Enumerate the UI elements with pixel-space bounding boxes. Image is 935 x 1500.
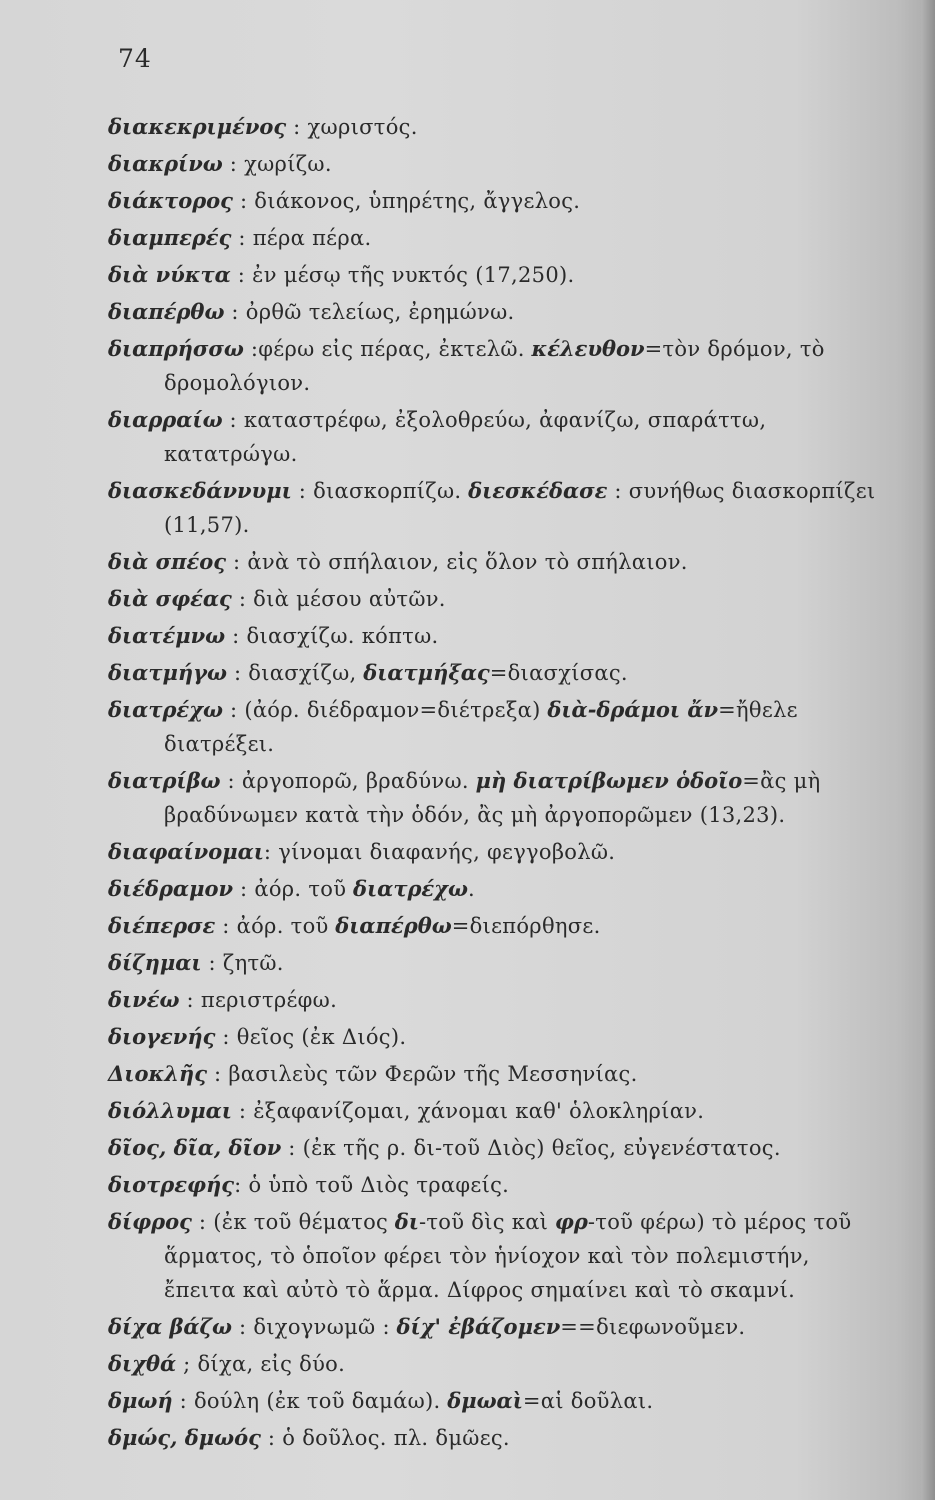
glossary-entry bbox=[108, 582, 878, 616]
definition-continued: -τοῦ δὶς καὶ bbox=[418, 1210, 549, 1234]
headword: διαρραίω bbox=[108, 407, 223, 432]
headword-tertiary: φρ bbox=[554, 1209, 588, 1234]
definition: φέρω εἰς πέρας, ἐκτελῶ. bbox=[258, 337, 525, 361]
definition-continued: =διασχίσας. bbox=[489, 661, 628, 685]
definition: διάκονος, ὑπηρέτης, ἄγγελος. bbox=[254, 189, 581, 213]
separator: : bbox=[260, 1426, 283, 1450]
headword: δινέω bbox=[108, 987, 180, 1012]
headword: διόλλυμαι bbox=[108, 1098, 232, 1123]
definition: διχογνωμῶ : bbox=[253, 1315, 390, 1339]
separator: : bbox=[291, 479, 314, 503]
separator: : bbox=[222, 152, 245, 176]
definition: περιστρέφω. bbox=[200, 988, 338, 1012]
headword: διάκτορος bbox=[108, 188, 233, 213]
definition: ἀνὰ τὸ σπήλαιον, εἰς ὅλον τὸ σπήλαιον. bbox=[247, 550, 688, 574]
separator: : bbox=[172, 1389, 194, 1413]
glossary-entry bbox=[108, 474, 878, 542]
glossary-entries bbox=[108, 110, 878, 1458]
definition: δούλη (ἐκ τοῦ δαμάω). bbox=[193, 1389, 441, 1413]
headword: δῖος, δῖα, δῖον bbox=[108, 1135, 282, 1160]
separator: : bbox=[231, 587, 254, 611]
glossary-entry bbox=[108, 983, 878, 1017]
glossary-entry bbox=[108, 1057, 878, 1091]
separator: : bbox=[243, 337, 259, 361]
definition: θεῖος (ἐκ Διός). bbox=[236, 1025, 407, 1049]
definition: δίχα, εἰς δύο. bbox=[197, 1352, 346, 1376]
headword-secondary: κέλευθον bbox=[531, 336, 645, 361]
glossary-entry bbox=[108, 764, 878, 832]
glossary-entry bbox=[108, 872, 878, 906]
definition-continued: =ἂς μὴ βραδύνωμεν κατὰ τὴν ὁδόν, ἂς μὴ ἀργοπορῶμεν (13,23). bbox=[164, 769, 821, 827]
separator: : bbox=[225, 624, 247, 648]
definition: χωρίζω. bbox=[244, 152, 332, 176]
headword-secondary: μὴ διατρίβωμεν ὁδοῖο bbox=[475, 768, 743, 793]
headword: δίχα βάζω bbox=[108, 1314, 232, 1339]
headword: διὰ σφέας bbox=[108, 586, 232, 611]
headword-secondary: δίχ' ἐβάζομεν bbox=[396, 1314, 561, 1339]
definition: διασκορπίζω. bbox=[313, 479, 462, 503]
glossary-entry bbox=[108, 619, 878, 653]
definition-continued: : συνήθως διασκορπίζει (11,57). bbox=[164, 479, 876, 537]
separator: : bbox=[224, 300, 246, 324]
separator: : bbox=[215, 1025, 237, 1049]
separator: : bbox=[179, 988, 201, 1012]
glossary-entry bbox=[108, 295, 878, 329]
definition: καταστρέφω, ἐξολοθρεύω, ἀφανίζω, σπαράττω, κατατρώγω. bbox=[164, 408, 767, 466]
glossary-entry bbox=[108, 693, 878, 761]
separator: : bbox=[231, 226, 253, 250]
glossary-entry bbox=[108, 332, 878, 400]
separator: : bbox=[231, 1099, 254, 1123]
definition-continued: =αἱ δοῦλαι. bbox=[522, 1389, 654, 1413]
headword: διαπρήσσω bbox=[108, 336, 244, 361]
definition: ἀργοπορῶ, βραδύνω. bbox=[241, 769, 469, 793]
separator: : bbox=[230, 263, 253, 287]
glossary-entry bbox=[108, 184, 878, 218]
glossary-entry bbox=[108, 258, 878, 292]
headword: διογενής bbox=[108, 1024, 216, 1049]
headword: διαπέρθω bbox=[108, 299, 225, 324]
glossary-entry bbox=[108, 1094, 878, 1128]
separator: : bbox=[191, 1210, 214, 1234]
headword: διατρέχω bbox=[108, 697, 223, 722]
definition: πέρα πέρα. bbox=[252, 226, 372, 250]
headword-secondary: δι bbox=[394, 1209, 419, 1234]
headword: διατέμνω bbox=[108, 623, 226, 648]
definition: ἀόρ. τοῦ bbox=[236, 914, 329, 938]
separator: : bbox=[234, 1173, 249, 1197]
definition: βασιλεὺς τῶν Φερῶν τῆς Μεσσηνίας. bbox=[228, 1062, 638, 1086]
definition-continued: ==διεφωνοῦμεν. bbox=[560, 1315, 746, 1339]
glossary-entry bbox=[108, 1384, 878, 1418]
page-number: 74 bbox=[118, 44, 152, 73]
headword: δίφρος bbox=[108, 1209, 192, 1234]
glossary-entry bbox=[108, 110, 878, 144]
headword: διαφαίνομαι bbox=[108, 839, 264, 864]
headword: δίζημαι bbox=[108, 950, 202, 975]
glossary-entry bbox=[108, 1168, 878, 1202]
separator: : bbox=[215, 914, 237, 938]
definition: ὀρθῶ τελείως, ἐρημώνω. bbox=[245, 300, 515, 324]
separator: : bbox=[223, 698, 245, 722]
definition: (ἐκ τῆς ρ. δι-τοῦ Διὸς) θεῖος, εὐγενέστατος. bbox=[302, 1136, 781, 1160]
definition-continued: =ἤθελε διατρέξει. bbox=[164, 698, 798, 756]
book-spine-shadow bbox=[921, 0, 935, 1500]
glossary-entry bbox=[108, 1310, 878, 1344]
headword: διακρίνω bbox=[108, 151, 223, 176]
headword: διὰ νύκτα bbox=[108, 262, 231, 287]
definition: ἀόρ. τοῦ bbox=[254, 877, 347, 901]
glossary-entry bbox=[108, 835, 878, 869]
glossary-entry bbox=[108, 909, 878, 943]
headword: διέπερσε bbox=[108, 913, 216, 938]
glossary-entry bbox=[108, 1421, 878, 1455]
headword-secondary: δμωαὶ bbox=[447, 1388, 523, 1413]
separator: : bbox=[232, 1315, 254, 1339]
separator: : bbox=[232, 189, 255, 213]
separator: : bbox=[281, 1136, 303, 1160]
glossary-entry bbox=[108, 545, 878, 579]
separator: : bbox=[233, 877, 255, 901]
definition-continued: . bbox=[467, 877, 475, 901]
definition: διασχίζω. κόπτω. bbox=[246, 624, 439, 648]
headword-secondary: διὰ-δράμοι ἄν bbox=[547, 697, 719, 722]
separator: : bbox=[226, 661, 249, 685]
definition: διασχίζω, bbox=[248, 661, 357, 685]
separator: : bbox=[226, 550, 248, 574]
glossary-entry bbox=[108, 147, 878, 181]
headword-secondary: διαπέρθω bbox=[335, 913, 452, 938]
headword: διατρίβω bbox=[108, 768, 221, 793]
definition: γίνομαι διαφανής, φεγγοβολῶ. bbox=[278, 840, 616, 864]
definition: ἐξαφανίζομαι, χάνομαι καθ' ὁλοκληρίαν. bbox=[253, 1099, 705, 1123]
separator: ; bbox=[176, 1352, 198, 1376]
separator: : bbox=[263, 840, 279, 864]
glossary-entry bbox=[108, 1131, 878, 1165]
headword: διὰ σπέος bbox=[108, 549, 227, 574]
definition: ζητῶ. bbox=[222, 951, 284, 975]
definition: ὁ ὑπὸ τοῦ Διὸς τραφείς. bbox=[248, 1173, 510, 1197]
separator: : bbox=[206, 1062, 229, 1086]
headword-secondary: διεσκέδασε bbox=[468, 478, 608, 503]
definition-continued: =διεπόρθησε. bbox=[451, 914, 601, 938]
headword: δμώς, δμωός bbox=[108, 1425, 261, 1450]
definition: ὁ δοῦλος. πλ. δμῶες. bbox=[282, 1426, 510, 1450]
definition: ἐν μέσῳ τῆς νυκτός (17,250). bbox=[252, 263, 575, 287]
headword: διοτρεφής bbox=[108, 1172, 235, 1197]
glossary-entry bbox=[108, 221, 878, 255]
definition: διὰ μέσου αὐτῶν. bbox=[253, 587, 446, 611]
headword-secondary: διατρέχω bbox=[352, 876, 468, 901]
definition-continued: =τὸν δρόμον, τὸ δρομολόγιον. bbox=[164, 337, 825, 395]
glossary-entry bbox=[108, 403, 878, 471]
headword: δμωή bbox=[108, 1388, 173, 1413]
headword: Διοκλῆς bbox=[108, 1061, 207, 1086]
definition: (ἐκ τοῦ θέματος bbox=[213, 1210, 389, 1234]
headword: διασκεδάννυμι bbox=[108, 478, 292, 503]
glossary-entry bbox=[108, 1347, 878, 1381]
headword: διακεκριμένος bbox=[108, 114, 287, 139]
definition: (ἀόρ. διέδραμον=διέτρεξα) bbox=[244, 698, 541, 722]
headword: διαμπερές bbox=[108, 225, 232, 250]
glossary-entry bbox=[108, 1020, 878, 1054]
headword: διατμήγω bbox=[108, 660, 227, 685]
separator: : bbox=[201, 951, 223, 975]
glossary-entry bbox=[108, 656, 878, 690]
definition: χωριστός. bbox=[307, 115, 418, 139]
headword-secondary: διατμήξας bbox=[363, 660, 490, 685]
separator: : bbox=[286, 115, 308, 139]
headword: διέδραμον bbox=[108, 876, 234, 901]
separator: : bbox=[220, 769, 242, 793]
glossary-entry bbox=[108, 946, 878, 980]
definition-final: -τοῦ φέρω) τὸ μέρος τοῦ ἅρματος, τὸ ὁποῖον φέρει τὸν ἡνίοχον καὶ τὸν πολεμιστήν, ἔπειτα καὶ αὐτὸ τὸ ἅρμα. Δίφρος σημαίνει καὶ τὸ σκαμνί. bbox=[164, 1210, 852, 1302]
separator: : bbox=[222, 408, 244, 432]
headword: διχθά bbox=[108, 1351, 177, 1376]
glossary-entry bbox=[108, 1205, 878, 1307]
